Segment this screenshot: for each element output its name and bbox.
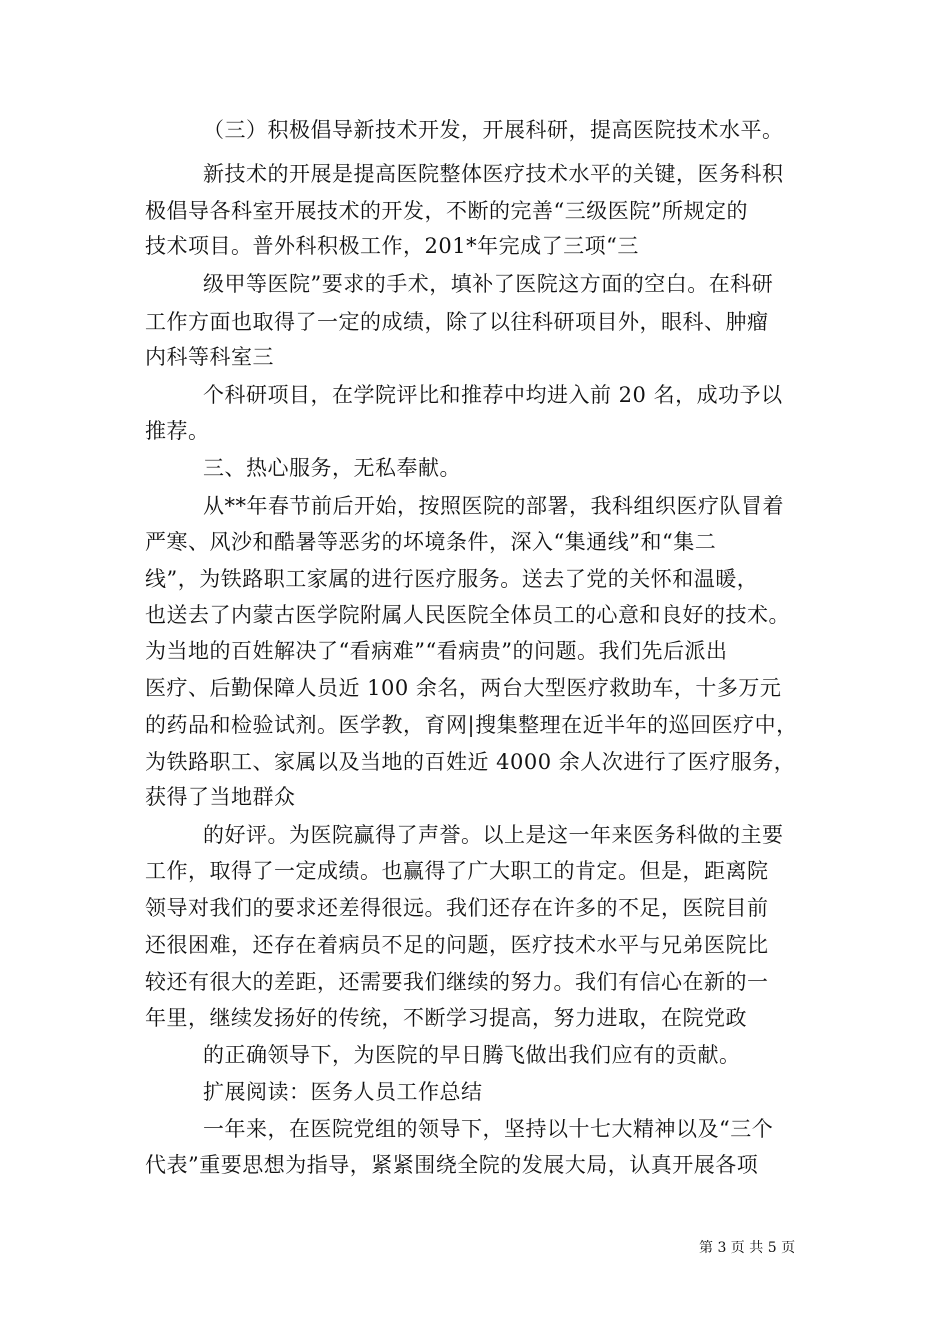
text-line: 的好评。为医院赢得了声誉。以上是这一年来医务科做的主要 [203, 823, 784, 847]
text-line: 为铁路职工、家属以及当地的百姓近 4000 余人次进行了医疗服务， [145, 750, 796, 774]
text-line: 内科等科室三 [145, 345, 274, 369]
text-line: 技术项目。普外科积极工作，201*年完成了三项“三 [145, 234, 639, 258]
text-line: 严寒、风沙和酷暑等恶劣的坏境条件，深入“集通线”和“集二 [145, 530, 717, 554]
text-line: 新技术的开展是提高医院整体医疗技术水平的关键，医务科积 [203, 162, 784, 186]
text-line: 工作方面也取得了一定的成绩，除了以往科研项目外，眼科、肿瘤 [145, 310, 769, 334]
text-line: 的药品和检验试剂。医学教，育网|搜集整理在近半年的巡回医疗中， [145, 713, 798, 737]
text-line: 级甲等医院”要求的手术，填补了医院这方面的空白。在科研 [203, 272, 774, 296]
text-line: 推荐。 [145, 419, 210, 443]
text-line: 从**年春节前后开始，按照医院的部署，我科组织医疗队冒着 [203, 494, 784, 518]
text-line: 工作，取得了一定成绩。也赢得了广大职工的肯定。但是，距离院 [145, 859, 769, 883]
text-line: 极倡导各科室开展技术的开发，不断的完善“三级医院”所规定的 [145, 199, 748, 223]
text-line: 三、热心服务，无私奉献。 [203, 456, 461, 480]
text-line: 一年来，在医院党组的领导下，坚持以十七大精神以及“三个 [203, 1117, 774, 1141]
text-line: 还很困难，还存在着病员不足的问题，医疗技术水平与兄弟医院比 [145, 933, 769, 957]
text-line: 的正确领导下，为医院的早日腾飞做出我们应有的贡献。 [203, 1043, 741, 1067]
page-number: 第 3 页 共 5 页 [699, 1240, 796, 1256]
text-line: 为当地的百姓解决了“看病难”“看病贵”的问题。我们先后派出 [145, 639, 728, 663]
text-line: 医疗、后勤保障人员近 100 余名，两台大型医疗救助车，十多万元 [145, 676, 782, 700]
text-line: 也送去了内蒙古医学院附属人民医院全体员工的心意和良好的技术。 [145, 603, 790, 627]
text-line: 较还有很大的差距，还需要我们继续的努力。我们有信心在新的一 [145, 970, 769, 994]
text-line: 线”，为铁路职工家属的进行医疗服务。送去了党的关怀和温暖， [145, 567, 759, 591]
text-line: 年里，继续发扬好的传统，不断学习提高，努力进取，在院党政 [145, 1006, 747, 1030]
text-line: 扩展阅读：医务人员工作总结 [203, 1080, 483, 1104]
text-line: 代表”重要思想为指导，紧紧围绕全院的发展大局，认真开展各项 [145, 1153, 759, 1177]
text-line: （三）积极倡导新技术开发，开展科研，提高医院技术水平。 [203, 118, 784, 142]
text-line: 获得了当地群众 [145, 785, 296, 809]
text-line: 个科研项目，在学院评比和推荐中均进入前 20 名，成功予以 [203, 383, 783, 407]
text-line: 领导对我们的要求还差得很远。我们还存在许多的不足，医院目前 [145, 896, 769, 920]
